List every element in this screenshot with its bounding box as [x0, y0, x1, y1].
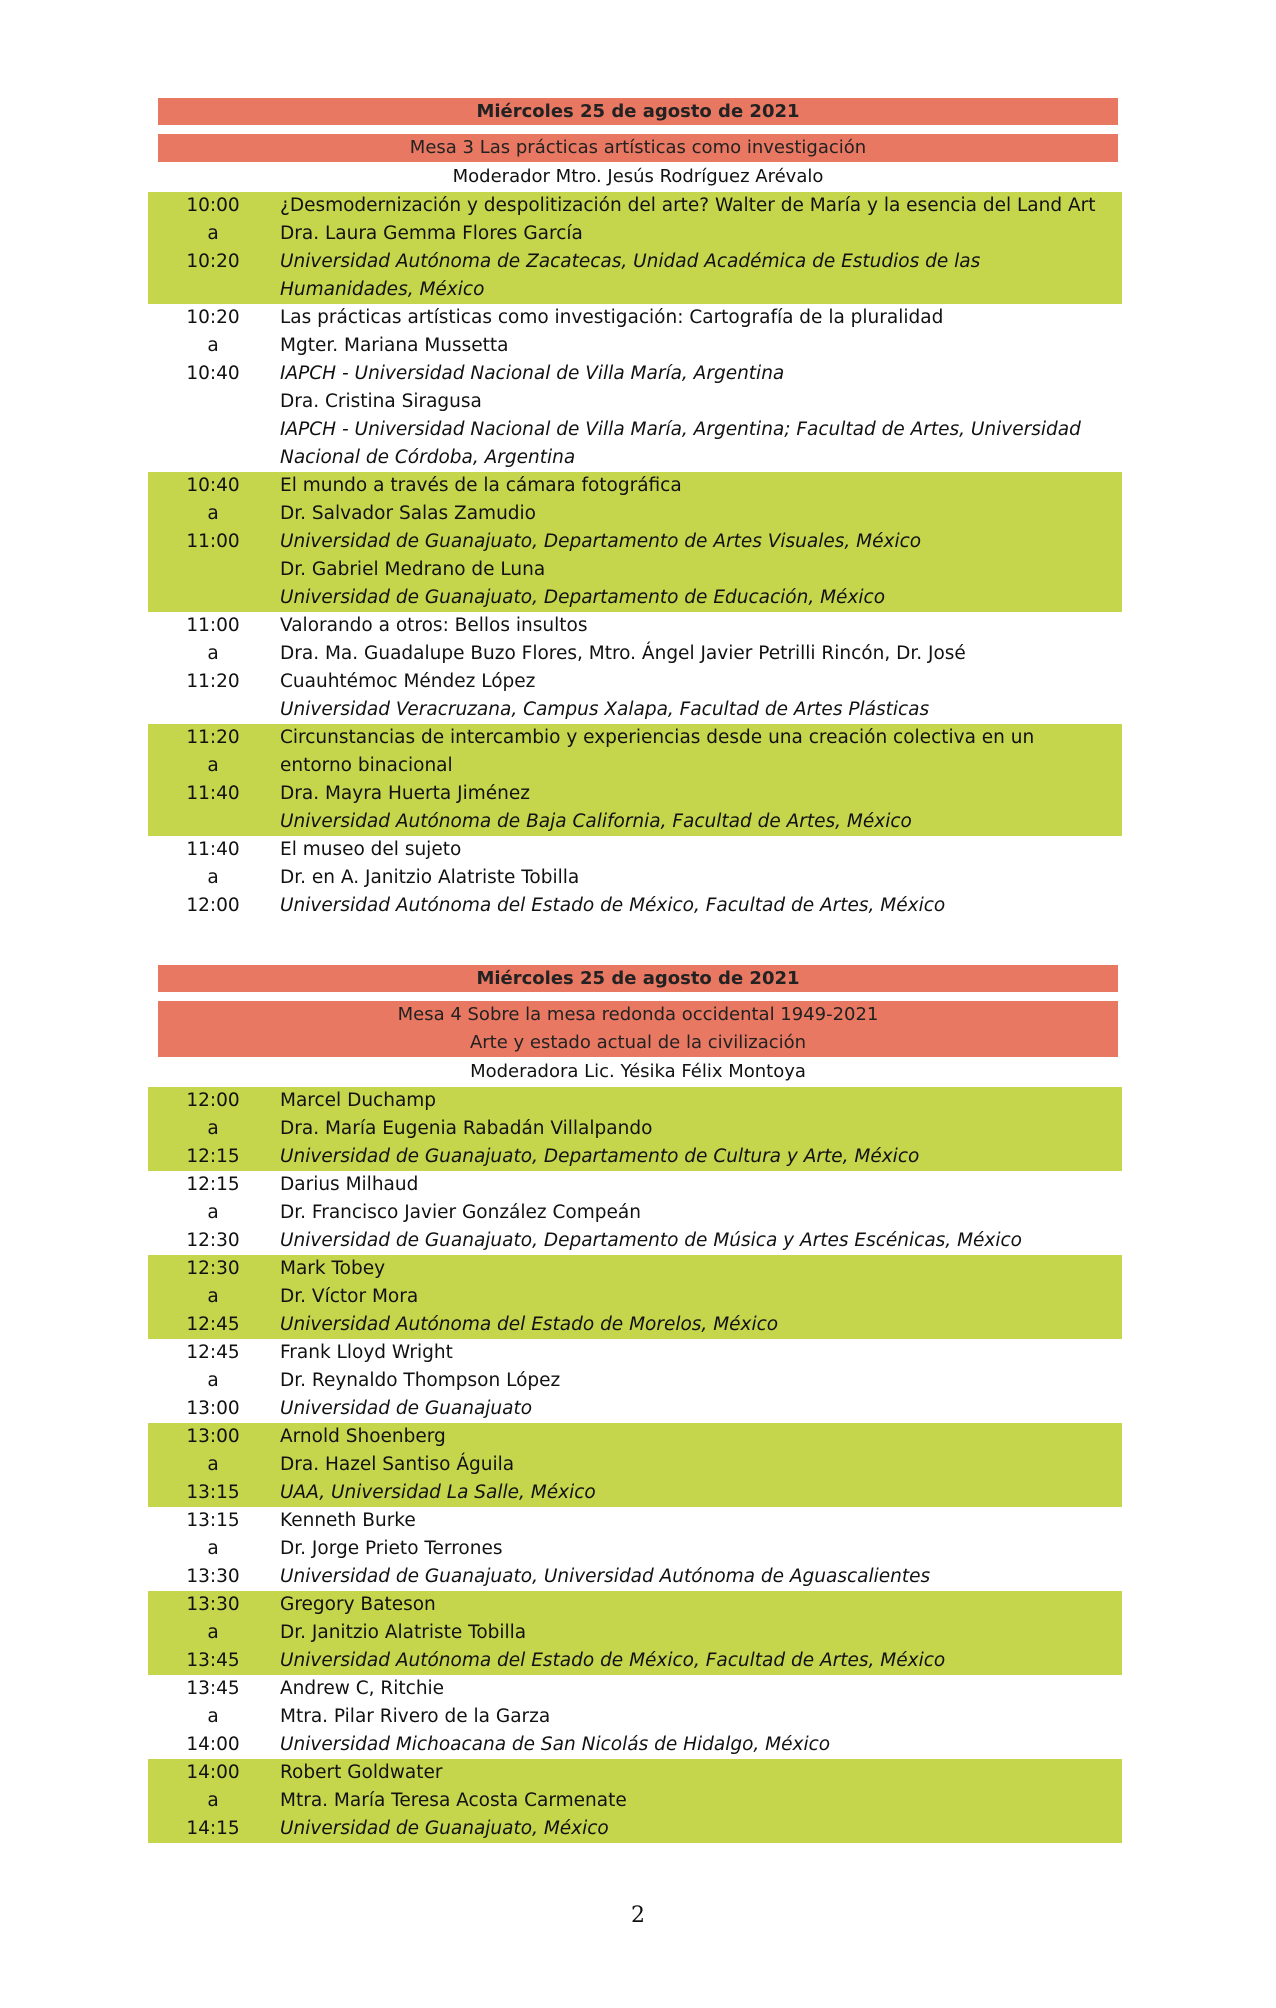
time-cell — [148, 304, 278, 472]
affiliation-line: Universidad Veracruzana, Campus Xalapa, Facultad de Artes Plásticas — [280, 699, 930, 720]
moderator-line: Moderador Mtro. Jesús Rodríguez Arévalo — [452, 166, 824, 187]
speaker-line: Dr. Salvador Salas Zamudio — [280, 503, 537, 524]
time-cell — [148, 836, 278, 920]
talk-details — [278, 1759, 1122, 1843]
speaker-line: Dr. Gabriel Medrano de Luna — [280, 559, 546, 580]
time-separator: a — [207, 1790, 219, 1811]
start-time: 11:20 — [186, 727, 240, 748]
end-time: 11:00 — [186, 531, 240, 552]
speaker-line: Dr. Reynaldo Thompson López — [280, 1370, 561, 1391]
talk-title: El museo del sujeto — [280, 839, 462, 860]
mesa-subtitle-line: Arte y estado actual de la civilización — [469, 1032, 807, 1053]
talk-title: ¿Desmodernización y despolitización del arte? Walter de María y la esencia del Land Art — [280, 195, 1096, 216]
talk-details — [278, 1339, 1122, 1423]
talk-title: Kenneth Burke — [280, 1510, 416, 1531]
talk-details — [278, 192, 1122, 304]
schedule-row — [148, 1507, 1122, 1591]
talk-details — [278, 1087, 1122, 1171]
talk-details — [278, 1591, 1122, 1675]
time-separator: a — [207, 223, 219, 244]
talk-title: Arnold Shoenberg — [280, 1426, 446, 1447]
affiliation-line: IAPCH - Universidad Nacional de Villa María, Argentina; Facultad de Artes, Universidad — [280, 419, 1081, 440]
schedule-list — [148, 192, 1122, 920]
affiliation-line: IAPCH - Universidad Nacional de Villa María, Argentina — [280, 363, 785, 384]
talk-title: Robert Goldwater — [280, 1762, 443, 1783]
affiliation-line: Universidad de Guanajuato, Departamento de Cultura y Arte, México — [280, 1146, 920, 1167]
end-time: 10:20 — [186, 251, 240, 272]
talk-title: Darius Milhaud — [280, 1174, 419, 1195]
time-separator: a — [207, 335, 219, 356]
affiliation-line: Universidad de Guanajuato — [280, 1398, 533, 1419]
schedule-row — [148, 1759, 1122, 1843]
speaker-line: Mgter. Mariana Mussetta — [280, 335, 509, 356]
start-time: 12:15 — [186, 1174, 240, 1195]
time-cell — [148, 1255, 278, 1339]
talk-details — [278, 1255, 1122, 1339]
time-separator: a — [207, 503, 219, 524]
speaker-line: Dra. Ma. Guadalupe Buzo Flores, Mtro. Ángel Javier Petrilli Rincón, Dr. José — [280, 643, 966, 664]
session-date-header: Miércoles 25 de agosto de 2021 — [158, 98, 1118, 125]
talk-details — [278, 724, 1122, 836]
start-time: 13:00 — [186, 1426, 240, 1447]
end-time: 14:00 — [186, 1734, 240, 1755]
schedule-row — [148, 836, 1122, 920]
talk-details — [278, 1171, 1122, 1255]
mesa-title-line: Mesa 4 Sobre la mesa redonda occidental 1949-2021 — [397, 1004, 879, 1025]
time-cell — [148, 724, 278, 836]
end-time: 12:00 — [186, 895, 240, 916]
end-time: 10:40 — [186, 363, 240, 384]
end-time: 12:30 — [186, 1230, 240, 1251]
time-cell — [148, 1171, 278, 1255]
speaker-line: Dr. Janitzio Alatriste Tobilla — [280, 1622, 527, 1643]
end-time: 11:40 — [186, 783, 240, 804]
start-time: 14:00 — [186, 1762, 240, 1783]
affiliation-line: Universidad de Guanajuato, Departamento de Educación, México — [280, 587, 886, 608]
start-time: 12:45 — [186, 1342, 240, 1363]
talk-details — [278, 612, 1122, 724]
talk-details — [278, 1675, 1122, 1759]
talk-details — [278, 1507, 1122, 1591]
schedule-row — [148, 1087, 1122, 1171]
session-date-header: Miércoles 25 de agosto de 2021 — [158, 965, 1118, 992]
start-time: 10:00 — [186, 195, 240, 216]
time-separator: a — [207, 1454, 219, 1475]
speaker-line: Dr. Jorge Prieto Terrones — [280, 1538, 503, 1559]
end-time: 13:30 — [186, 1566, 240, 1587]
talk-details — [278, 1423, 1122, 1507]
schedule-row — [148, 1591, 1122, 1675]
time-cell — [148, 612, 278, 724]
time-separator: a — [207, 1706, 219, 1727]
talk-title: Andrew C, Ritchie — [280, 1678, 445, 1699]
schedule-row — [148, 192, 1122, 304]
session-section-mesa-3 — [148, 98, 1122, 920]
time-cell — [148, 1591, 278, 1675]
start-time: 12:00 — [186, 1090, 240, 1111]
talk-details — [278, 472, 1122, 612]
start-time: 11:00 — [186, 615, 240, 636]
time-separator: a — [207, 755, 219, 776]
affiliation-line: Nacional de Córdoba, Argentina — [280, 447, 576, 468]
affiliation-line: UAA, Universidad La Salle, México — [280, 1482, 596, 1503]
end-time: 12:45 — [186, 1314, 240, 1335]
schedule-list — [148, 1087, 1122, 1843]
moderator-line: Moderadora Lic. Yésika Félix Montoya — [470, 1061, 806, 1082]
time-separator: a — [207, 1202, 219, 1223]
speaker-line: Dra. Cristina Siragusa — [280, 391, 482, 412]
affiliation-line: Humanidades, México — [280, 279, 485, 300]
start-time: 13:30 — [186, 1594, 240, 1615]
start-time: 10:20 — [186, 307, 240, 328]
speaker-line: Dr. Francisco Javier González Compeán — [280, 1202, 641, 1223]
affiliation-line: Universidad de Guanajuato, México — [280, 1818, 609, 1839]
page-number: 2 — [631, 1903, 645, 1928]
schedule-row — [148, 1171, 1122, 1255]
affiliation-line: Universidad de Guanajuato, Universidad Autónoma de Aguascalientes — [280, 1566, 931, 1587]
session-section-mesa-4 — [148, 965, 1122, 1843]
time-cell — [148, 1339, 278, 1423]
talk-details — [278, 304, 1122, 472]
speaker-line: Mtra. María Teresa Acosta Carmenate — [280, 1790, 627, 1811]
end-time: 14:15 — [186, 1818, 240, 1839]
end-time: 12:15 — [186, 1146, 240, 1167]
talk-title: Valorando a otros: Bellos insultos — [280, 615, 588, 636]
time-cell — [148, 1423, 278, 1507]
start-time: 12:30 — [186, 1258, 240, 1279]
speaker-line: Dra. Mayra Huerta Jiménez — [280, 783, 530, 804]
speaker-line: Dra. Laura Gemma Flores García — [280, 223, 583, 244]
time-cell — [148, 472, 278, 612]
affiliation-line: Universidad Autónoma de Baja California, Facultad de Artes, México — [280, 811, 912, 832]
talk-title: Mark Tobey — [280, 1258, 386, 1279]
time-cell — [148, 1759, 278, 1843]
start-time: 13:15 — [186, 1510, 240, 1531]
time-cell — [148, 1675, 278, 1759]
talk-title: Gregory Bateson — [280, 1594, 436, 1615]
speaker-line: Dr. Víctor Mora — [280, 1286, 419, 1307]
mesa-title-header — [158, 134, 1118, 162]
time-separator: a — [207, 1118, 219, 1139]
schedule-row — [148, 612, 1122, 724]
affiliation-line: Universidad Autónoma del Estado de México, Facultad de Artes, México — [280, 895, 946, 916]
start-time: 11:40 — [186, 839, 240, 860]
affiliation-line: Universidad Michoacana de San Nicolás de Hidalgo, México — [280, 1734, 831, 1755]
time-separator: a — [207, 1538, 219, 1559]
speaker-line: Dra. Hazel Santiso Águila — [280, 1454, 515, 1475]
talk-title: Las prácticas artísticas como investigación: Cartografía de la pluralidad — [280, 307, 944, 328]
affiliation-line: Universidad de Guanajuato, Departamento de Artes Visuales, México — [280, 531, 922, 552]
talk-title: El mundo a través de la cámara fotográfica — [280, 475, 682, 496]
start-time: 10:40 — [186, 475, 240, 496]
end-time: 13:15 — [186, 1482, 240, 1503]
end-time: 13:45 — [186, 1650, 240, 1671]
speaker-line: Dra. María Eugenia Rabadán Villalpando — [280, 1118, 653, 1139]
affiliation-line: Universidad Autónoma del Estado de México, Facultad de Artes, México — [280, 1650, 946, 1671]
schedule-row — [148, 472, 1122, 612]
mesa-title-line: Mesa 3 Las prácticas artísticas como investigación — [409, 137, 867, 158]
talk-details — [278, 836, 1122, 920]
time-cell — [148, 1087, 278, 1171]
schedule-row — [148, 1423, 1122, 1507]
schedule-row — [148, 304, 1122, 472]
talk-title: Frank Lloyd Wright — [280, 1342, 453, 1363]
end-time: 13:00 — [186, 1398, 240, 1419]
time-separator: a — [207, 1370, 219, 1391]
speaker-line: Dr. en A. Janitzio Alatriste Tobilla — [280, 867, 580, 888]
speaker-line: entorno binacional — [280, 755, 453, 776]
time-separator: a — [207, 867, 219, 888]
talk-title: Marcel Duchamp — [280, 1090, 437, 1111]
schedule-row — [148, 1339, 1122, 1423]
affiliation-line: Universidad Autónoma del Estado de Morelos, México — [280, 1314, 779, 1335]
schedule-row — [148, 1255, 1122, 1339]
mesa-title-header — [158, 1001, 1118, 1057]
affiliation-line: Universidad de Guanajuato, Departamento de Música y Artes Escénicas, México — [280, 1230, 1022, 1251]
time-separator: a — [207, 1286, 219, 1307]
schedule-row — [148, 1675, 1122, 1759]
speaker-line: Cuauhtémoc Méndez López — [280, 671, 536, 692]
time-separator: a — [207, 643, 219, 664]
time-cell — [148, 1507, 278, 1591]
end-time: 11:20 — [186, 671, 240, 692]
start-time: 13:45 — [186, 1678, 240, 1699]
talk-title: Circunstancias de intercambio y experiencias desde una creación colectiva en un — [280, 727, 1035, 748]
speaker-line: Mtra. Pilar Rivero de la Garza — [280, 1706, 551, 1727]
time-separator: a — [207, 1622, 219, 1643]
time-cell — [148, 192, 278, 304]
schedule-row — [148, 724, 1122, 836]
affiliation-line: Universidad Autónoma de Zacatecas, Unidad Académica de Estudios de las — [280, 251, 981, 272]
